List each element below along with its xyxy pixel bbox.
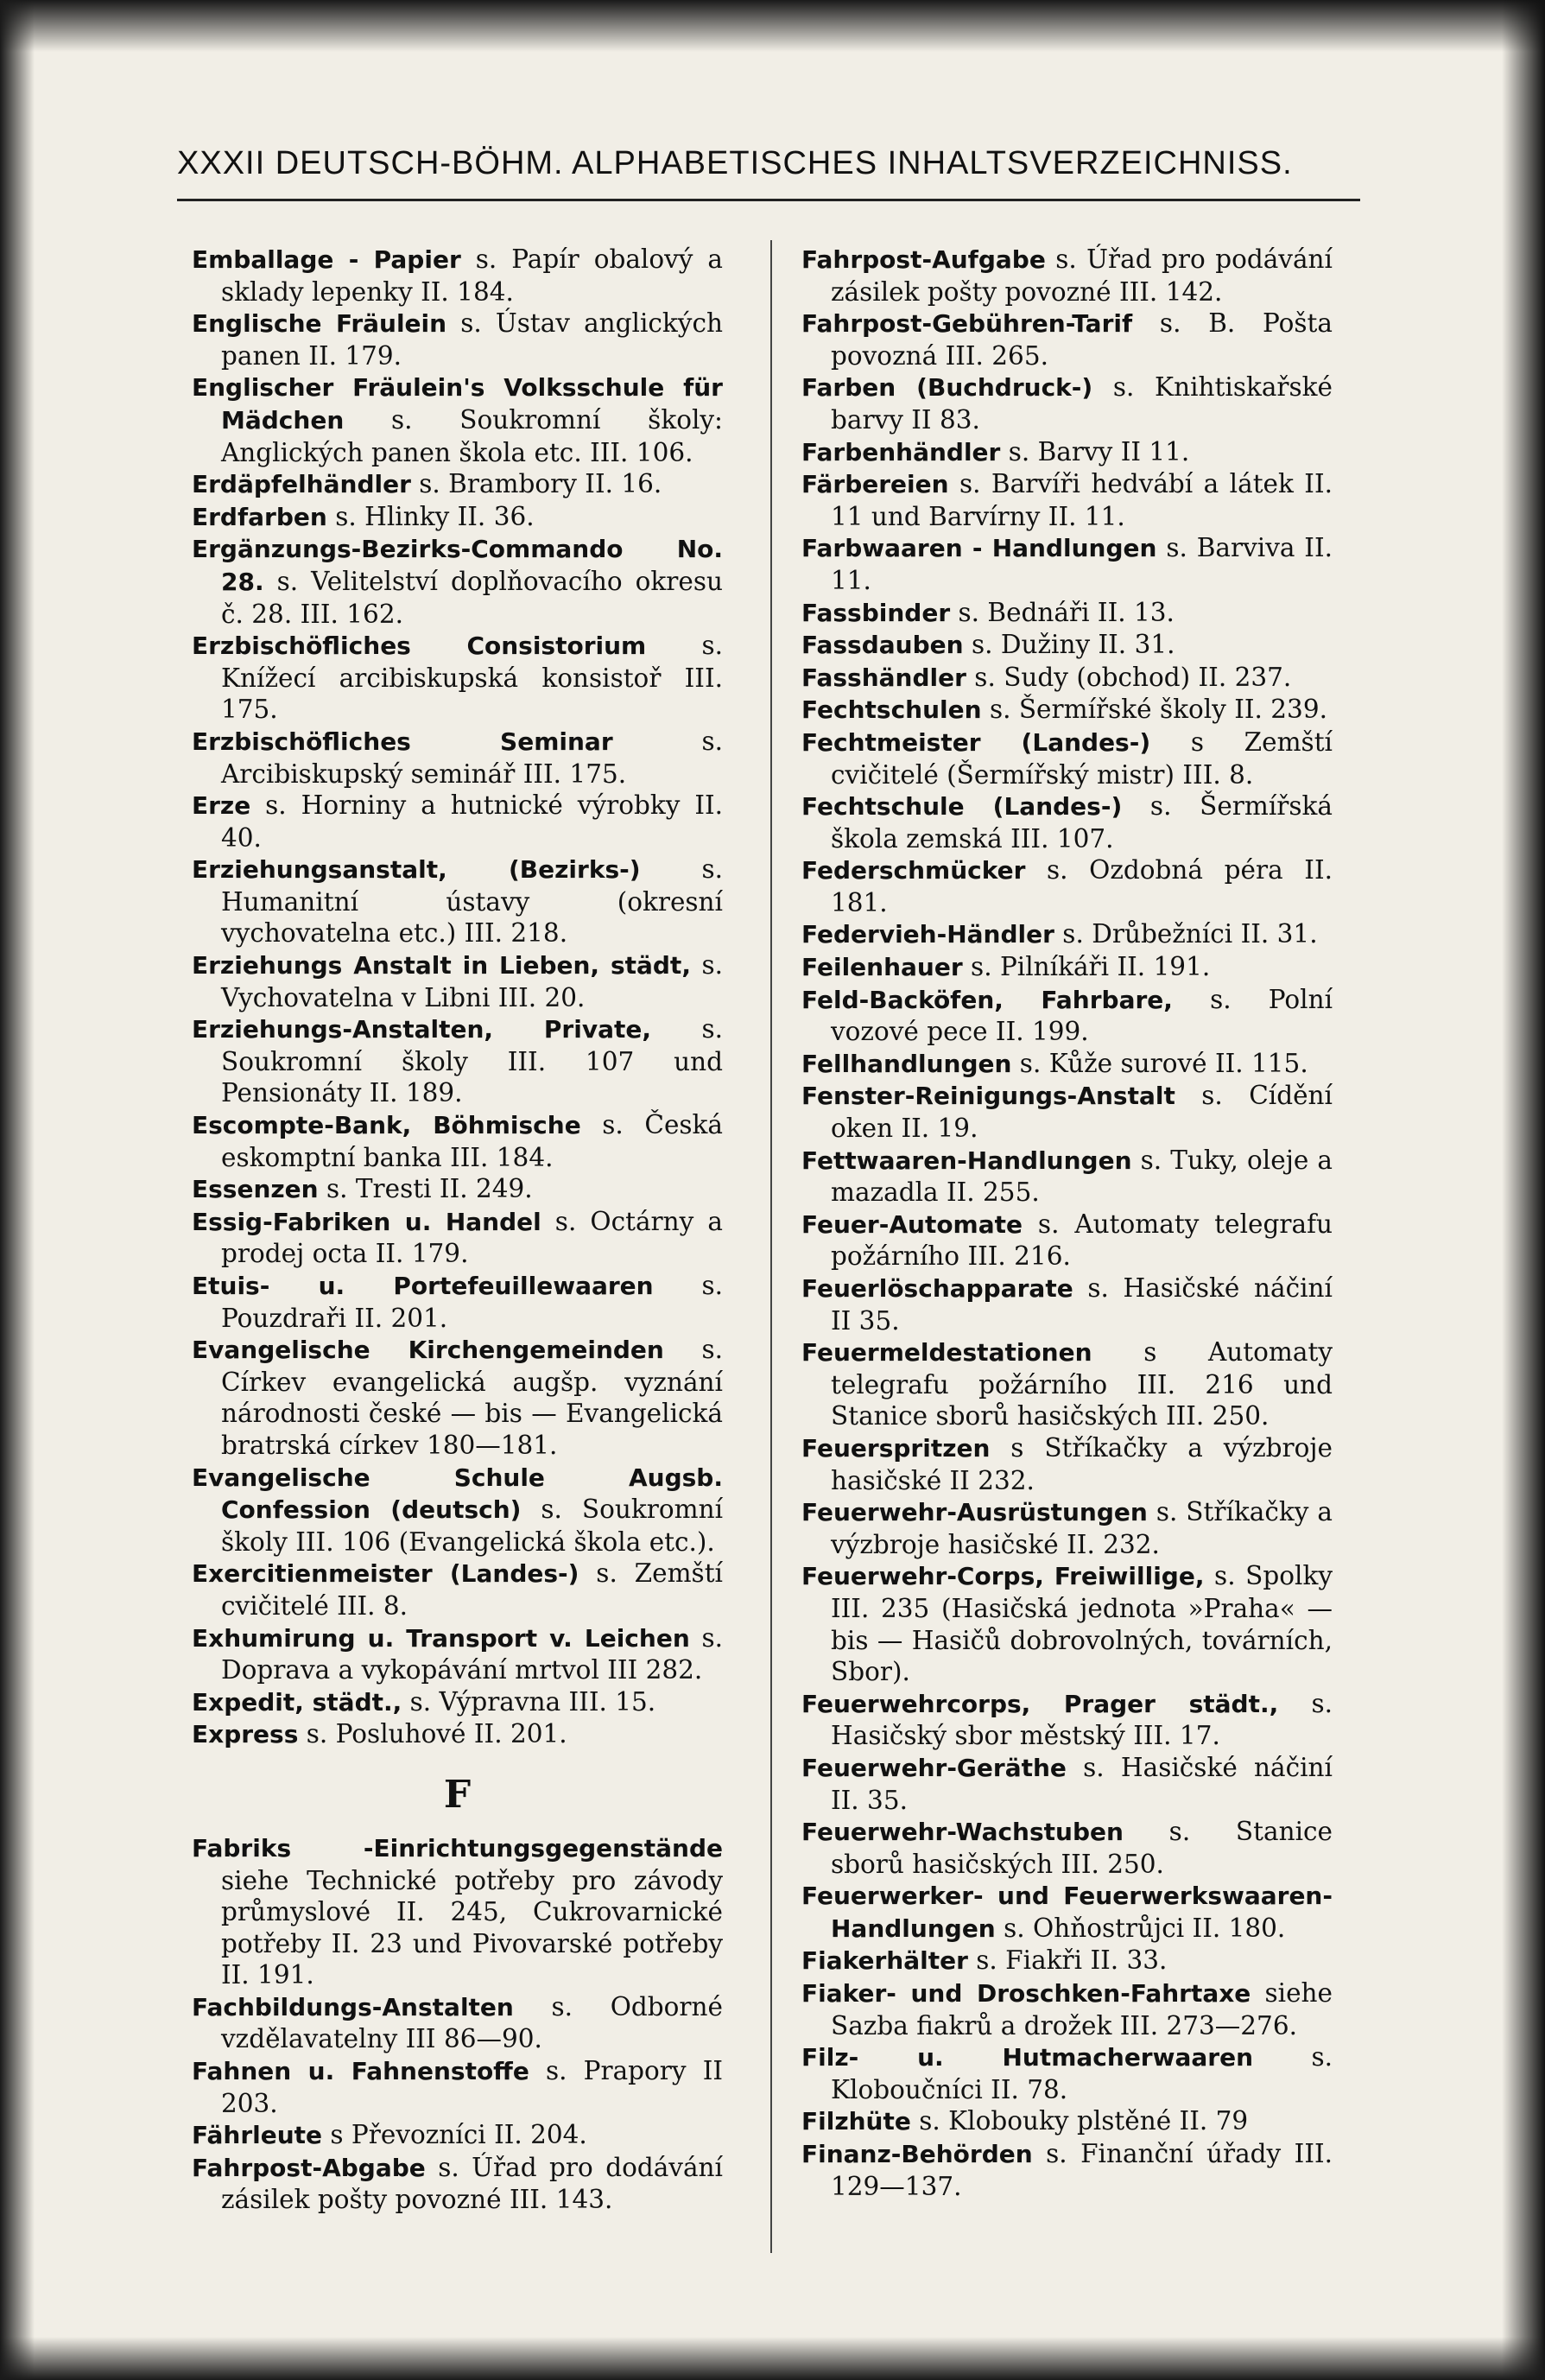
entry-reference: siehe Technické potřeby pro závody průmyslové II. 245, Cukrovarnické potřeby II. 23 und Pivovarské potřeby II. 191. xyxy=(221,1865,723,1990)
left-entries-before xyxy=(192,244,723,1751)
entry-reference: s. Polní vozové pece II. 199. xyxy=(831,984,1333,1047)
entry-headword: Feuerwehr-Corps, Freiwillige, xyxy=(801,1562,1205,1591)
entry-headword: Filzhüte xyxy=(801,2107,911,2136)
index-entry xyxy=(192,949,723,1013)
left-entries-after xyxy=(192,1832,723,2216)
index-entry xyxy=(801,1880,1333,1945)
entry-headword: Feilenhauer xyxy=(801,953,963,982)
scan-edge-left xyxy=(0,0,35,2380)
entry-reference: s. Ohňostrůjci II. 180. xyxy=(995,1913,1286,1943)
entry-headword: Fassdauben xyxy=(801,631,964,660)
scan-edge-top xyxy=(0,0,1545,52)
entry-headword: Finanz-Behörden xyxy=(801,2140,1033,2169)
entry-reference: s. Finanční úřady III. 129—137. xyxy=(831,2139,1333,2201)
entry-headword: Fechtschule (Landes-) xyxy=(801,792,1123,822)
index-entry xyxy=(801,694,1333,727)
scan-edge-right xyxy=(1502,0,1545,2380)
entry-reference: s. Pilníkáři II. 191. xyxy=(962,952,1211,982)
index-entry xyxy=(192,533,723,630)
entry-headword: Englischer Fräulein's Volksschule für Mädchen xyxy=(192,373,723,435)
entry-headword: Fiakerhälter xyxy=(801,1946,968,1976)
index-entry xyxy=(192,1109,723,1173)
index-entry xyxy=(801,1209,1333,1273)
entry-reference: s. Humanitní ústavy (okresní vychovatelna etc.) III. 218. xyxy=(221,854,723,949)
index-entry xyxy=(801,371,1333,435)
index-entry xyxy=(801,2041,1333,2105)
index-entry xyxy=(801,1688,1333,1752)
entry-reference: s. Vychovatelna v Libni III. 20. xyxy=(221,950,723,1012)
index-entry xyxy=(801,1145,1333,1209)
entry-reference: s. Zemští cvičitelé III. 8. xyxy=(221,1558,723,1621)
index-entry xyxy=(801,1336,1333,1432)
index-entry xyxy=(801,918,1333,951)
entry-reference: s. Arcibiskupský seminář III. 175. xyxy=(221,726,723,789)
index-entry xyxy=(192,1206,723,1270)
right-column xyxy=(801,244,1333,2202)
index-entry xyxy=(801,629,1333,662)
index-entry xyxy=(801,2105,1333,2138)
entry-reference: s Zemští cvičitelé (Šermířský mistr) III. 8. xyxy=(831,727,1333,790)
entry-reference: s. Tresti II. 249. xyxy=(318,1174,533,1204)
entry-headword: Erzbischöfliches Consistorium xyxy=(192,631,647,661)
entry-reference: s Automaty telegrafu požárního III. 216 und Stanice sborů hasičských III. 250. xyxy=(831,1337,1333,1431)
index-entry xyxy=(801,1752,1333,1816)
entry-headword: Fahnen u. Fahnenstoffe xyxy=(192,2057,529,2086)
entry-reference: s. Šermířská škola zemská III. 107. xyxy=(831,791,1333,854)
entry-reference: s. Úřad pro dodávání zásilek pošty povozné III. 143. xyxy=(221,2152,723,2215)
index-entry xyxy=(801,2138,1333,2202)
entry-reference: s. Barvy II 11. xyxy=(1000,436,1190,466)
entry-headword: Ergänzungs-Bezirks-Commando No. 28. xyxy=(192,535,723,596)
index-entry xyxy=(192,854,723,949)
entry-reference: s. Odborné vzdělavatelny III 86—90. xyxy=(221,1991,723,2054)
entry-reference: siehe Sazba fiakrů a drožek III. 273—276. xyxy=(831,1978,1333,2040)
index-entry xyxy=(192,2119,723,2152)
entry-reference: s. Soukromní školy: Anglických panen škola etc. III. 106. xyxy=(221,404,723,467)
entry-reference: s Převozníci II. 204. xyxy=(322,2120,587,2150)
index-entry xyxy=(801,468,1333,532)
index-entry xyxy=(192,790,723,854)
index-entry xyxy=(801,1977,1333,2041)
index-entry xyxy=(801,308,1333,371)
entry-reference: s. Dužiny II. 31. xyxy=(963,630,1175,660)
entry-headword: Fiaker- und Droschken-Fahrtaxe xyxy=(801,1979,1251,2009)
index-entry xyxy=(801,436,1333,469)
entry-reference: s. Tuky, oleje a mazadla II. 255. xyxy=(831,1145,1333,1208)
index-entry xyxy=(192,1622,723,1686)
index-entry xyxy=(192,371,723,468)
entry-headword: Feuerspritzen xyxy=(801,1433,991,1463)
entry-headword: Erziehungs Anstalt in Lieben, städt, xyxy=(192,951,691,981)
entry-headword: Federvieh-Händler xyxy=(801,920,1054,949)
entry-headword: Evangelische Kirchengemeinden xyxy=(192,1336,664,1365)
right-entries xyxy=(801,244,1333,2202)
entry-reference: s. Výpravna III. 15. xyxy=(402,1686,656,1717)
entry-headword: Expedit, städt., xyxy=(192,1687,402,1717)
entry-reference: s. Úřad pro podávání zásilek pošty povozné III. 142. xyxy=(831,244,1333,307)
entry-reference: s. Papír obalový a sklady lepenky II. 184. xyxy=(221,244,724,307)
entry-headword: Farben (Buchdruck-) xyxy=(801,373,1093,403)
entry-reference: s. Octárny a prodej octa II. 179. xyxy=(221,1206,723,1269)
entry-headword: Essig-Fabriken u. Handel xyxy=(192,1207,541,1236)
entry-headword: Färbereien xyxy=(801,470,949,499)
entry-headword: Feuerlöschapparate xyxy=(801,1274,1073,1303)
entry-reference: s. Brambory II. 16. xyxy=(410,469,662,499)
entry-headword: Filz- u. Hutmacherwaaren xyxy=(801,2043,1254,2072)
entry-headword: Erziehungs-Anstalten, Private, xyxy=(192,1015,651,1044)
entry-headword: Emballage - Papier xyxy=(192,245,461,274)
index-entry xyxy=(801,727,1333,790)
index-entry xyxy=(192,1462,723,1558)
entry-headword: Fechtmeister (Landes-) xyxy=(801,727,1151,757)
index-entry xyxy=(192,1832,723,1991)
entry-reference: s. Kloboučníci II. 78. xyxy=(831,2042,1333,2104)
entry-headword: Fährleute xyxy=(192,2121,323,2150)
index-entry xyxy=(801,1432,1333,1496)
index-entry xyxy=(192,630,723,726)
entry-headword: Feuermeldestationen xyxy=(801,1338,1092,1368)
entry-reference: s. Cídění oken II. 19. xyxy=(831,1081,1333,1144)
entry-reference: s. Česká eskomptní banka III. 184. xyxy=(221,1110,724,1172)
entry-reference: s. Knížecí arcibiskupská konsistoř III. 175. xyxy=(221,631,723,725)
index-entry xyxy=(192,308,723,371)
left-column xyxy=(192,244,723,2216)
index-entry xyxy=(801,244,1333,308)
entry-reference: s. Barvíři hedvábí a látek II. 11 und Barvírny II. 11. xyxy=(831,469,1333,531)
index-entry xyxy=(192,1013,723,1109)
entry-reference: s. Hlinky II. 36. xyxy=(326,501,535,531)
entry-headword: Feuerwehr-Ausrüstungen xyxy=(801,1498,1148,1527)
entry-headword: Fenster-Reinigungs-Anstalt xyxy=(801,1082,1175,1111)
entry-headword: Escompte-Bank, Böhmische xyxy=(192,1111,581,1140)
entry-headword: Fabriks -Einrichtungsgegenstände xyxy=(192,1833,723,1863)
entry-headword: Fahrpost-Gebühren-Tarif xyxy=(801,309,1133,339)
entry-reference: s. Bednáři II. 13. xyxy=(950,597,1175,627)
entry-headword: Fahrpost-Abgabe xyxy=(192,2153,426,2182)
entry-headword: Feuerwehr-Geräthe xyxy=(801,1753,1067,1782)
index-entry xyxy=(192,1718,723,1751)
entry-headword: Exhumirung u. Transport v. Leichen xyxy=(192,1623,690,1653)
entry-headword: Erzbischöfliches Seminar xyxy=(192,727,613,756)
index-entry xyxy=(801,854,1333,918)
entry-reference: s. B. Pošta povozná III. 265. xyxy=(831,308,1333,371)
entry-reference: s. Prapory II 203. xyxy=(221,2056,723,2118)
index-entry xyxy=(801,532,1333,596)
entry-reference: s. Církev evangelická augšp. vyznání národnosti české — bis — Evangelická bratrská církev 180—181. xyxy=(221,1335,723,1460)
entry-headword: Evangelische Schule Augsb. Confession (deutsch) xyxy=(192,1463,723,1525)
entry-headword: Etuis- u. Portefeuillewaaren xyxy=(192,1272,654,1300)
entry-reference: s. Hasičský sbor městský III. 17. xyxy=(831,1688,1333,1751)
index-entry xyxy=(192,2152,723,2216)
entry-headword: Feuerwehr-Wachstuben xyxy=(801,1818,1124,1847)
index-entry xyxy=(801,790,1333,854)
column-divider xyxy=(770,240,772,2253)
entry-headword: Feuerwerker- und Feuerwerkswaaren-Handlungen xyxy=(801,1882,1333,1943)
entry-headword: Fassbinder xyxy=(801,598,951,627)
entry-reference: s. Drůbežníci II. 31. xyxy=(1054,919,1318,949)
entry-reference: s. Pouzdraři II. 201. xyxy=(221,1271,723,1333)
entry-reference: s. Sudy (obchod) II. 237. xyxy=(966,662,1292,692)
entry-headword: Feld-Backöfen, Fahrbare, xyxy=(801,985,1173,1014)
index-entry xyxy=(801,1496,1333,1560)
entry-reference: s. Stříkačky a výzbroje hasičské II. 232. xyxy=(831,1497,1333,1559)
entry-reference: s. Automaty telegrafu požárního III. 216. xyxy=(831,1209,1333,1272)
section-letter: F xyxy=(443,1772,472,1817)
entry-reference: s Stříkačky a výzbroje hasičské II 232. xyxy=(831,1432,1333,1495)
entry-headword: Fellhandlungen xyxy=(801,1049,1012,1078)
entry-reference: s. Horniny a hutnické výrobky II. 40. xyxy=(221,790,723,853)
entry-reference: s. Stanice sborů hasičských III. 250. xyxy=(831,1817,1333,1879)
entry-reference: s. Doprava a vykopávání mrtvol III 282. xyxy=(221,1622,723,1685)
index-entry xyxy=(192,1991,723,2055)
entry-headword: Fasshändler xyxy=(801,663,966,692)
entry-reference: s. Posluhové II. 201. xyxy=(298,1719,567,1749)
entry-reference: s. Kůže surové II. 115. xyxy=(1011,1048,1308,1078)
entry-reference: s. Hasičské náčiní II. 35. xyxy=(831,1752,1333,1815)
entry-headword: Erziehungsanstalt, (Bezirks-) xyxy=(192,855,641,885)
entry-headword: Erze xyxy=(192,791,251,821)
index-entry xyxy=(192,1334,723,1461)
index-entry xyxy=(192,2055,723,2119)
entry-reference: s. Spolky III. 235 (Hasičská jednota »Praha« — bis — Hasičů dobrovolných, továrních, Sbor). xyxy=(831,1561,1333,1687)
entry-headword: Farbenhändler xyxy=(801,437,1001,466)
index-entry xyxy=(801,597,1333,630)
entry-reference: s. Soukromní školy III. 106 (Evangelická škola etc.). xyxy=(221,1495,723,1557)
index-entry xyxy=(192,1173,723,1206)
index-entry xyxy=(801,1560,1333,1687)
index-entry xyxy=(801,1048,1333,1081)
entry-headword: Fahrpost-Aufgabe xyxy=(801,245,1046,274)
entry-headword: Fettwaaren-Handlungen xyxy=(801,1146,1132,1175)
entry-headword: Erdfarben xyxy=(192,502,327,531)
entry-headword: Essenzen xyxy=(192,1175,319,1204)
entry-reference: s. Klobouky plstěné II. 79 xyxy=(910,2106,1249,2136)
entry-reference: s. Knihtiskařské barvy II 83. xyxy=(831,372,1333,435)
index-entry xyxy=(801,1816,1333,1880)
entry-headword: Feuer-Automate xyxy=(801,1209,1023,1239)
index-entry xyxy=(801,1273,1333,1336)
entry-reference: s. Velitelství doplňovacího okresu č. 28. III. 162. xyxy=(221,566,723,629)
entry-reference: s. Soukromní školy III. 107 und Pensionáty II. 189. xyxy=(221,1014,723,1108)
entry-headword: Fechtschulen xyxy=(801,695,982,725)
entry-headword: Exercitienmeister (Landes-) xyxy=(192,1559,579,1589)
entry-headword: Federschmücker xyxy=(801,856,1026,885)
entry-headword: Englische Fräulein xyxy=(192,309,447,339)
entry-reference: s. Barviva II. 11. xyxy=(831,533,1333,595)
index-entry xyxy=(801,662,1333,695)
entry-reference: s. Ústav anglických panen II. 179. xyxy=(221,308,723,371)
entry-headword: Express xyxy=(192,1720,299,1749)
entry-headword: Feuerwehrcorps, Prager städt., xyxy=(801,1689,1279,1718)
header-rule xyxy=(177,199,1360,201)
entry-headword: Erdäpfelhändler xyxy=(192,470,411,499)
entry-reference: s. Fiakři II. 33. xyxy=(967,1945,1168,1976)
entry-headword: Fachbildungs-Anstalten xyxy=(192,1992,514,2021)
entry-reference: s. Hasičské náčiní II 35. xyxy=(831,1273,1333,1336)
entry-reference: s. Ozdobná péra II. 181. xyxy=(831,855,1333,917)
index-entry xyxy=(192,1270,723,1334)
index-entry xyxy=(192,1686,723,1719)
index-entry xyxy=(192,468,723,501)
scan-edge-bottom xyxy=(0,2337,1545,2380)
index-entry xyxy=(192,1558,723,1622)
index-entry xyxy=(801,984,1333,1048)
index-entry xyxy=(801,1945,1333,1977)
entry-headword: Farbwaaren - Handlungen xyxy=(801,534,1157,563)
index-entry xyxy=(192,501,723,534)
index-entry xyxy=(192,726,723,790)
index-entry xyxy=(192,244,723,308)
entry-reference: s. Šermířské školy II. 239. xyxy=(981,695,1327,725)
page-header: XXXII DEUTSCH-BÖHM. ALPHABETISCHES INHALTSVERZEICHNISS. xyxy=(177,145,1293,181)
index-entry xyxy=(801,951,1333,984)
index-entry xyxy=(801,1080,1333,1144)
